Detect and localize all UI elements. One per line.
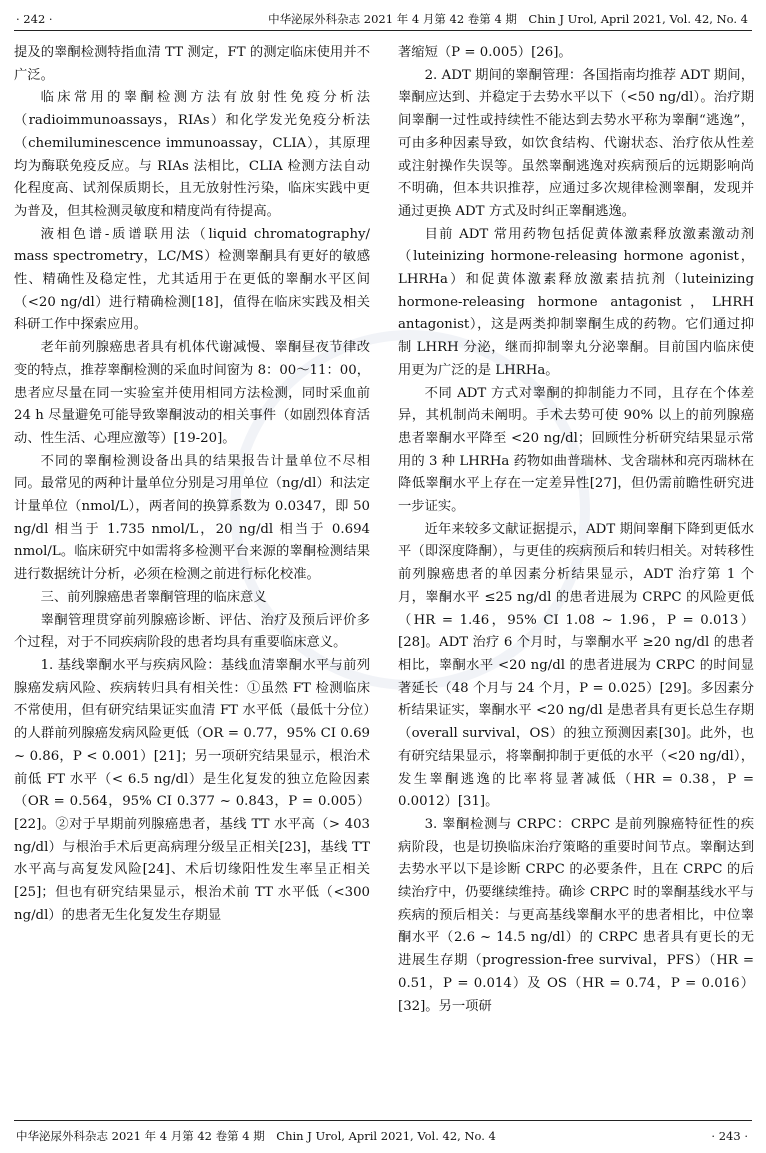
paragraph: 老年前列腺癌患者具有机体代谢减慢、睾酮昼夜节律改变的特点，推荐睾酮检测的采血时间窗为 8：00～11：00，患者应尽量在同一实验室并使用相同方法检测，同时采血前 24 h 尽量避免可能导致睾酮波动的相关事件（如剧烈体育活动、性生活、心理应激等）[19-20]。 [14,340,370,446]
paragraph: 提及的睾酮检测特指血清 TT 测定，FT 的测定临床使用并不广泛。 [14,45,370,83]
paragraph: 液相色谱-质谱联用法（liquid chromatography/ mass spectrometry，LC/MS）检测睾酮具有更好的敏感性、精确性及稳定性，尤其适用于在更低的睾酮水平区间（<20 ng/dl）进行精确检测[18]，值得在临床实践及相关科研工作中探索应用。 [14,226,370,333]
paragraph: 不同 ADT 方式对睾酮的抑制能力不同，且存在个体差异，其机制尚未阐明。手术去势可使 90% 以上的前列腺癌患者睾酮水平降至 <20 ng/dl；回顾性分析研究结果显示常用的 3 种 LHRHa 药物如曲普瑞林、戈舍瑞林和亮丙瑞林在降低睾酮水平上存在一定差异性[27]，但仍需前瞻性研究进一步证实。 [398,385,754,515]
paragraph: 3. 睾酮检测与 CRPC：CRPC 是前列腺癌特征性的疾病阶段，也是切换临床治疗策略的重要时间节点。睾酮达到去势水平以下是诊断 CRPC 的必要条件，且在 CRPC 的后续治疗中，仍要继续维持。确诊 CRPC 时的睾酮基线水平与疾病的预后相关：与更高基线睾酮水平的患者相比，中位睾酮水平（2.6 ~ 14.5 ng/dl）的 CRPC 患者具有更长的无进展生存期（progression-free survival，PFS）（HR = 0.51，P = 0.014）及 OS（HR = 0.74，P = 0.016）[32]。另一项研 [398,816,754,1014]
journal-citation-footer: 中华泌尿外科杂志 2021 年 4 月第 42 卷第 4 期 Chin J Urol, April 2021, Vol. 42, No. 4 [16,1129,496,1143]
page-number-left: · 242 · [16,12,53,26]
paragraph: 目前 ADT 常用药物包括促黄体激素释放激素激动剂（luteinizing hormone-releasing hormone agonist，LHRHa）和促黄体激素释放激素拮抗剂（luteinizing hormone-releasing hormone antagonist，LHRH antagonist），这是两类抑制睾酮生成的药物。它们通过抑制 LHRH 分泌，继而抑制睾丸分泌睾酮。目前国内临床使用更为广泛的是 LHRHa。 [398,226,754,378]
paragraph: 近年来较多文献证据提示，ADT 期间睾酮下降到更低水平（即深度降酮），与更佳的疾病预后和转归相关。对转移性前列腺癌患者的单因素分析结果显示，ADT 治疗第 1 个月，睾酮水平 ≤25 ng/dl 的患者进展为 CRPC 的风险更低（HR = 1.46，95% CI 1.08 ~ 1.96，P = 0.013）[28]。ADT 治疗 6 个月时，与睾酮水平 ≥20 ng/dl 的患者相比，睾酮水平 <20 ng/dl 的患者进展为 CRPC 的时间显著延长（48 个月与 24 个月，P = 0.025）[29]。多因素分析结果证实，睾酮水平 <20 ng/dl 是患者具有更长总生存期（overall survival，OS）的独立预测因素[30]。此外，也有研究结果显示，将睾酮抑制于更低的水平（<20 ng/dl），发生睾酮逃逸的比率将显著减低（HR = 0.38，P = 0.0012）[31]。 [398,521,754,810]
left-column [14,42,370,1112]
running-header [14,8,752,31]
paragraph: 著缩短（P = 0.005）[26]。 [398,45,572,60]
section-heading: 三、前列腺癌患者睾酮管理的临床意义 [40,589,267,605]
right-column [398,42,754,1112]
journal-citation-header: 中华泌尿外科杂志 2021 年 4 月第 42 卷第 4 期 Chin J Urol, April 2021, Vol. 42, No. 4 [268,12,748,26]
paragraph: 1. 基线睾酮水平与疾病风险：基线血清睾酮水平与前列腺癌发病风险、疾病转归具有相关性：①虽然 FT 检测临床不常使用，但有研究结果证实血清 FT 水平低（最低十分位）的人群前列腺癌发病风险更低（OR = 0.77，95% CI 0.69 ~ 0.86，P < 0.001）[21]；另一项研究结果显示，根治术前低 FT 水平（< 6.5 ng/dl）是生化复发的独立危险因素（OR = 0.564，95% CI 0.377 ~ 0.843，P = 0.005）[22]。②对于早期前列腺癌患者，基线 TT 水平高（> 403 ng/dl）与根治手术后更高病理分级呈正相关[23]，基线 TT 水平高与高复发风险[24]、术后切缘阳性发生率呈正相关[25]；但也有研究结果显示，根治术前 TT 水平低（<300 ng/dl）的患者无生化复发生存期显 [14,657,370,923]
paragraph: 2. ADT 期间的睾酮管理：各国指南均推荐 ADT 期间，睾酮应达到、并稳定于去势水平以下（<50 ng/dl）。治疗期间睾酮一过性或持续性不能达到去势水平称为睾酮“逃逸”，可由多种因素导致，如饮食结构、代谢状态、治疗依从性差或注射操作失误等。虽然睾酮逃逸对疾病预后的远期影响尚不明确，但本共识推荐，应通过多次规律检测睾酮，发现并通过更换 ADT 方式及时纠正睾酮逃逸。 [398,67,754,219]
page-number-right: · 243 · [711,1129,748,1143]
paragraph: 不同的睾酮检测设备出具的结果报告计量单位不尽相同。最常见的两种计量单位分别是习用单位（ng/dl）和法定计量单位（nmol/L），两者间的换算系数为 0.0347，即 50 ng/dl 相当于 1.735 nmol/L，20 ng/dl 相当于 0.694 nmol/L。临床研究中如需将多检测平台来源的睾酮检测结果进行数据统计分析，必须在检测之前进行标化校准。 [14,453,370,583]
paragraph: 睾酮管理贯穿前列腺癌诊断、评估、治疗及预后评价多个过程，对于不同疾病阶段的患者均具有重要临床意义。 [14,612,370,651]
paragraph: 临床常用的睾酮检测方法有放射性免疫分析法（radioimmunoassays，RIAs）和化学发光免疫分析法（chemiluminescence immunoassay，CLIA），其原理均为酶联免疫反应。与 RIAs 法相比，CLIA 检测方法自动化程度高、试剂保质期长，且无放射性污染，临床实践中更为普及，但其检测灵敏度和精度尚有待提高。 [14,90,370,219]
footer-divider [14,1120,752,1121]
running-footer [14,1126,752,1146]
